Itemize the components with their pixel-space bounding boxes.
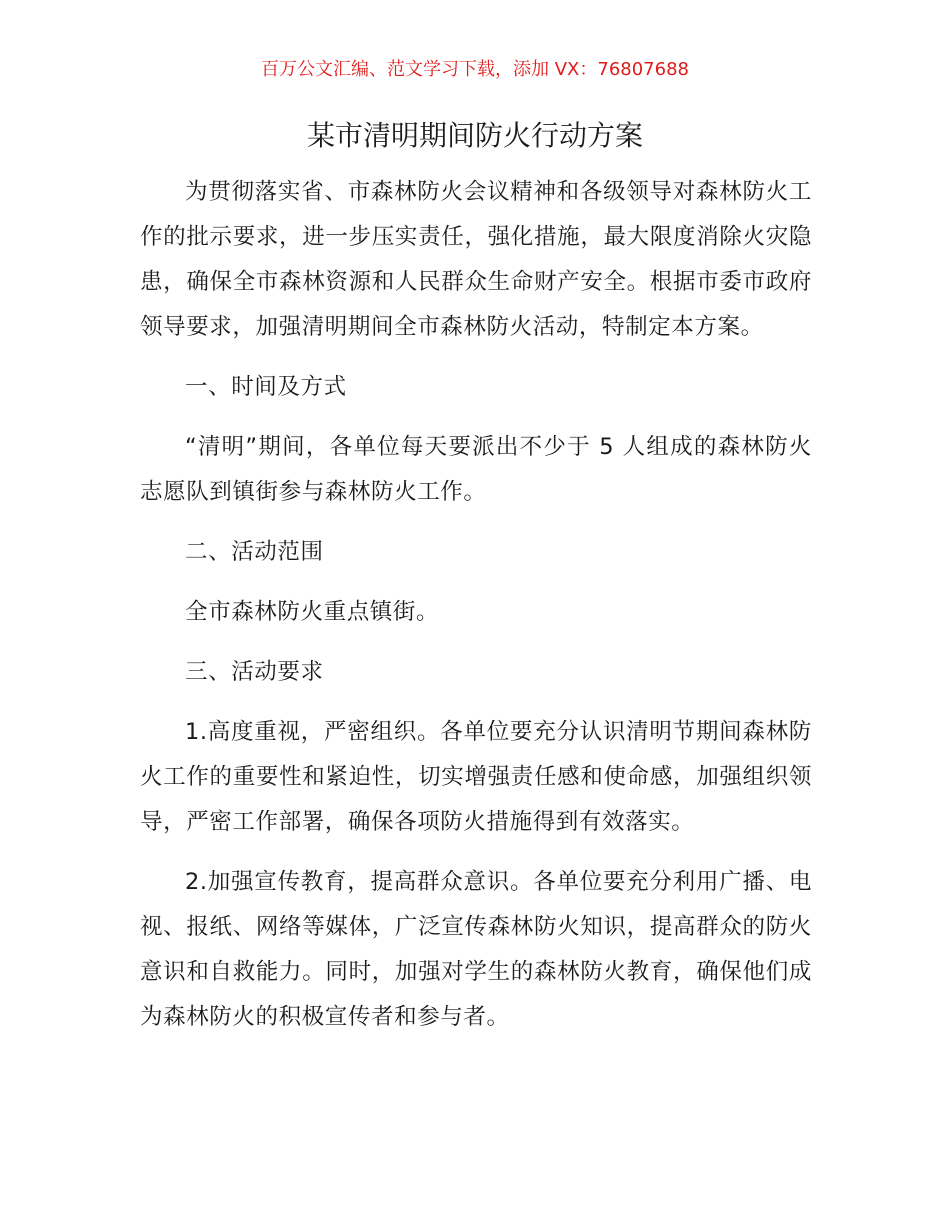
section-paragraph: 2.加强宣传教育，提高群众意识。各单位要充分利用广播、电视、报纸、网络等媒体，广泛宣传森林防火知识，提高群众的防火意识和自救能力。同时，加强对学生的森林防火教育，确保他们成为森林防火的积极宣传者和参与者。 <box>140 869 812 1030</box>
header-watermark-note: 百万公文汇编、范文学习下载，添加 VX：76807688 <box>261 59 689 80</box>
section-paragraph: 1.高度重视，严密组织。各单位要充分认识清明节期间森林防火工作的重要性和紧迫性，切实增强责任感和使命感，加强组织领导，严密工作部署，确保各项防火措施得到有效落实。 <box>140 719 812 835</box>
document-body <box>140 170 812 1055</box>
intro-paragraph: 为贯彻落实省、市森林防火会议精神和各级领导对森林防火工作的批示要求，进一步压实责任，强化措施，最大限度消除火灾隐患，确保全市森林资源和人民群众生命财产安全。根据市委市政府领导要求，加强清明期间全市森林防火活动，特制定本方案。 <box>140 179 812 340</box>
document-title: 某市清明期间防火行动方案 <box>306 119 643 152</box>
section-heading-requirements: 三、活动要求 <box>185 659 324 685</box>
section-heading-time-and-method: 一、时间及方式 <box>185 374 347 400</box>
section-paragraph: “清明”期间，各单位每天要派出不少于 5 人组成的森林防火志愿队到镇街参与森林防火工作。 <box>140 434 812 505</box>
section-heading-scope: 二、活动范围 <box>185 539 324 565</box>
section-paragraph: 全市森林防火重点镇街。 <box>185 599 440 625</box>
